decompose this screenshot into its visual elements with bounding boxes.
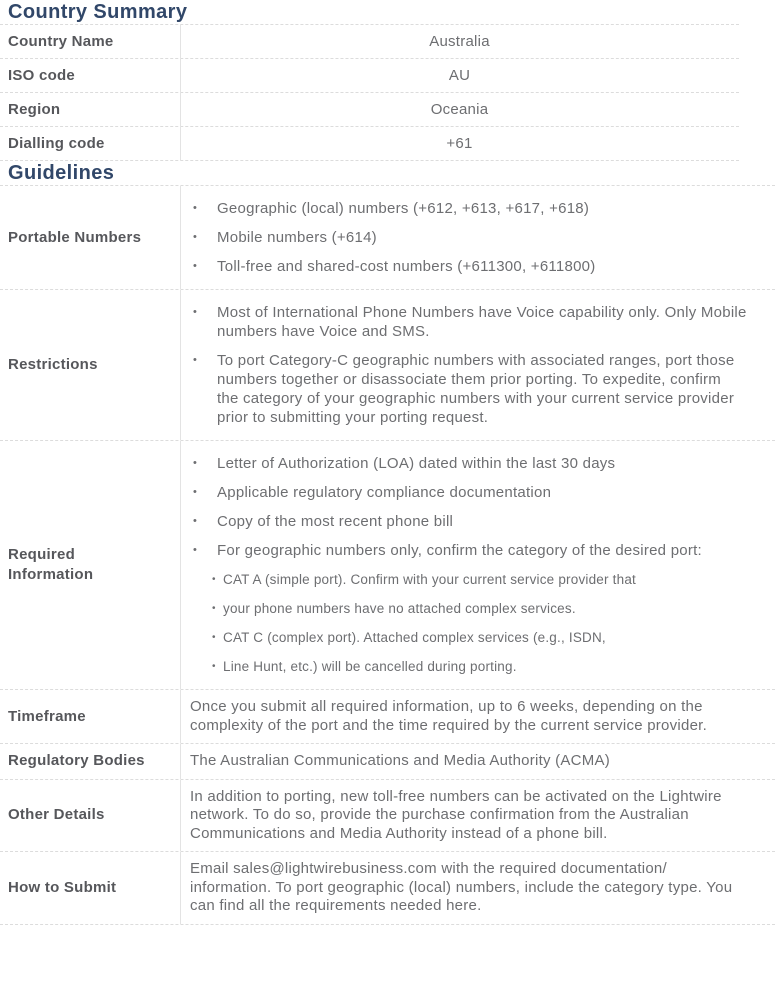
row-value: [181, 852, 775, 924]
bullet-icon: •: [212, 632, 216, 643]
row-label: How to Submit: [0, 852, 181, 924]
row-label: Dialling code: [0, 127, 181, 160]
bullet-item: [181, 199, 747, 218]
bullet-text: Letter of Authorization (LOA) dated within the last 30 days: [217, 455, 616, 472]
row-value: AU: [448, 67, 471, 84]
table-row: [0, 744, 775, 780]
row-value: [181, 186, 775, 289]
cell-text: Once you submit all required information, up to 6 weeks, depending on the complexity of the port and the time required by the current service provider.: [190, 698, 707, 734]
row-label: Region: [0, 93, 181, 126]
row-label: Restrictions: [0, 290, 181, 440]
bullet-item: [181, 351, 747, 427]
summary-title: Country Summary: [8, 1, 188, 23]
table-row: [0, 25, 739, 59]
row-label: Portable Numbers: [0, 186, 181, 289]
sub-bullet-text: your phone numbers have no attached complex services.: [223, 601, 576, 616]
table-row: [0, 780, 775, 853]
sub-bullet-text: Line Hunt, etc.) will be cancelled during porting.: [223, 659, 517, 674]
row-value: +61: [446, 135, 473, 152]
country-summary-table: [0, 24, 739, 161]
bullet-text: Geographic (local) numbers (+612, +613, +617, +618): [217, 200, 590, 217]
bullet-icon: •: [193, 231, 198, 243]
sub-bullet-text: CAT C (complex port). Attached complex services (e.g., ISDN,: [223, 630, 606, 645]
table-row: [0, 127, 739, 161]
row-value: [181, 290, 775, 440]
cell-text: The Australian Communications and Media Authority (ACMA): [190, 752, 611, 769]
row-label: Other Details: [0, 780, 181, 852]
bullet-icon: •: [212, 603, 216, 614]
bullet-icon: •: [193, 486, 198, 498]
sub-bullet-item: [181, 658, 747, 675]
row-label: Timeframe: [0, 690, 181, 743]
bullet-item: [181, 303, 747, 341]
bullet-item: [181, 228, 747, 247]
guidelines-title: Guidelines: [8, 162, 115, 184]
bullet-text: Mobile numbers (+614): [217, 229, 377, 246]
row-label: Required Information: [0, 441, 181, 689]
cell-text: In addition to porting, new toll-free numbers can be activated on the Lightwire network. To do so, provide the purchase confirmation from the Australian Communications and Media Authority instead of a phone bill.: [190, 787, 722, 842]
table-row: [0, 690, 775, 744]
bullet-item: [181, 541, 747, 560]
row-value: [181, 690, 775, 743]
bullet-text: Copy of the most recent phone bill: [217, 513, 454, 530]
table-row: [0, 441, 775, 690]
sub-bullet-text: CAT A (simple port). Confirm with your current service provider that: [223, 572, 636, 587]
bullet-icon: •: [193, 354, 198, 366]
table-row: [0, 186, 775, 290]
row-value: [181, 441, 775, 689]
row-label: ISO code: [0, 59, 181, 92]
bullet-text: Toll-free and shared-cost numbers (+611300, +611800): [217, 258, 596, 275]
bullet-icon: •: [193, 457, 198, 469]
bullet-item: [181, 483, 747, 502]
cell-text: Email sales@lightwirebusiness.com with the required documentation/ information. To port geographic (local) numbers, include the category type. You can find all the requirements needed here.: [190, 860, 733, 914]
bullet-icon: •: [193, 544, 198, 556]
row-value: [181, 744, 775, 779]
sub-bullet-item: [181, 629, 747, 646]
table-row: [0, 59, 739, 93]
row-value: [181, 780, 775, 852]
table-row: [0, 290, 775, 441]
bullet-item: [181, 512, 747, 531]
bullet-icon: •: [193, 202, 198, 214]
bullet-icon: •: [212, 574, 216, 585]
sub-bullet-item: [181, 600, 747, 617]
bullet-item: [181, 454, 747, 473]
bullet-item: [181, 257, 747, 276]
table-row: [0, 852, 775, 925]
row-value: Oceania: [430, 101, 489, 118]
bullet-text: Applicable regulatory compliance documentation: [217, 484, 552, 501]
bullet-icon: •: [212, 661, 216, 672]
bullet-icon: •: [193, 260, 198, 272]
row-label: Regulatory Bodies: [0, 744, 181, 779]
bullet-text: For geographic numbers only, confirm the category of the desired port:: [217, 542, 702, 559]
bullet-icon: •: [193, 515, 198, 527]
row-label: Country Name: [0, 25, 181, 58]
bullet-text: To port Category-C geographic numbers with associated ranges, port those numbers together or disassociate them prior porting. To expedite, confirm the category of your geographic numbers with your current service provider prior to submitting your porting request.: [217, 352, 735, 426]
table-row: [0, 93, 739, 127]
sub-bullet-item: [181, 571, 747, 588]
row-value: Australia: [429, 33, 490, 50]
guidelines-table: [0, 185, 775, 925]
bullet-text: Most of International Phone Numbers have Voice capability only. Only Mobile numbers have Voice and SMS.: [217, 304, 747, 340]
bullet-icon: •: [193, 306, 198, 318]
